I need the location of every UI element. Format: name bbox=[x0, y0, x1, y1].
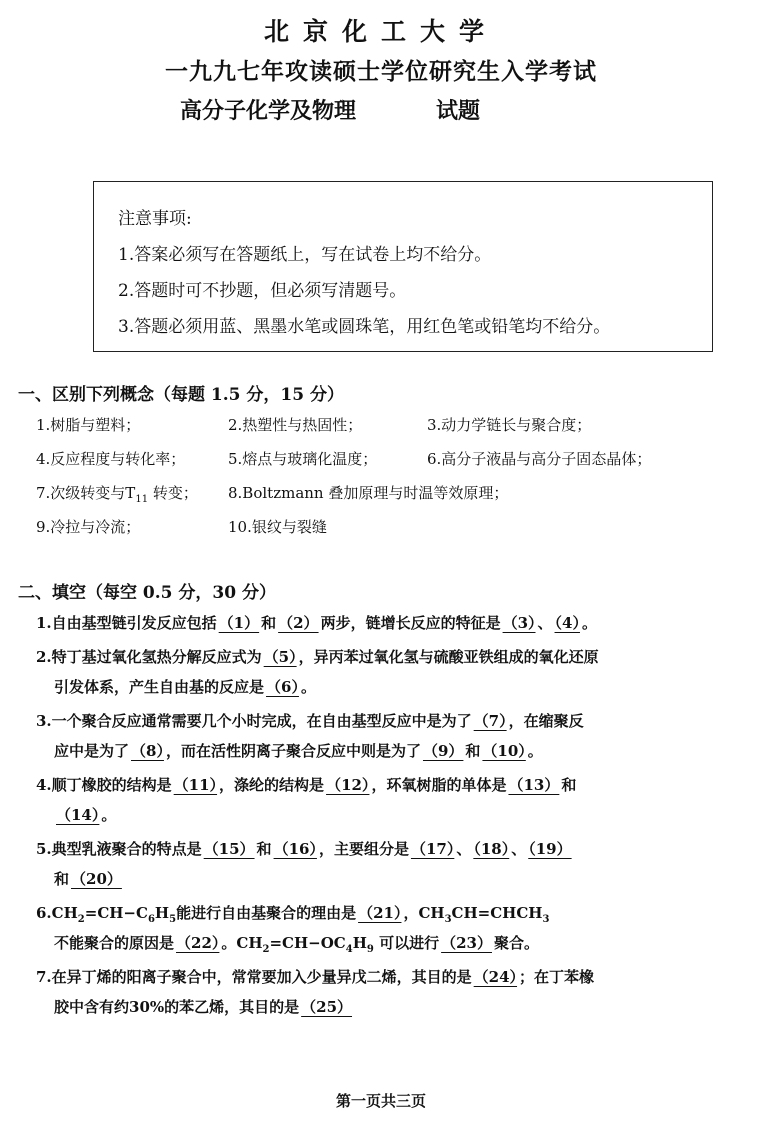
concept-item: 2.热塑性与热固性； bbox=[228, 416, 363, 434]
blank: （25） bbox=[301, 998, 353, 1016]
question-4: 4.顺丁橡胶的结构是 （11） ，涤纶的结构是 （12） ，环氧树脂的单体是 （13） 和 bbox=[36, 776, 577, 794]
blank: （20） bbox=[71, 870, 122, 888]
notice-item: 3.答题必须用蓝、黑墨水笔或圆珠笔，用红色笔或铅笔均不给分。 bbox=[118, 317, 611, 337]
blank: （18） bbox=[473, 840, 510, 858]
question-4-cont: （14） 。 bbox=[56, 806, 117, 824]
question-3-cont: 应中是为了 （8） ，而在活性阴离子聚合反应中则是为了 （9） 和 （10） 。 bbox=[54, 742, 543, 760]
question-1: 1.自由基型链引发反应包括 （1） 和 （2） 两步，链增长反应的特征是 （3） 、 （4） 。 bbox=[36, 614, 597, 632]
section2-title: 二、填空（每空 0.5 分，30 分） bbox=[18, 583, 276, 603]
concept-item: 4.反应程度与转化率； bbox=[36, 450, 186, 468]
notice-item: 1.答案必须写在答题纸上，写在试卷上均不给分。 bbox=[118, 245, 492, 265]
blank: （16） bbox=[273, 840, 317, 858]
question-5: 5.典型乳液聚合的特点是 （15） 和 （16） ，主要组分是 （17） 、 （18） 、 （19） bbox=[36, 840, 572, 858]
question-5-cont: 和 （20） bbox=[54, 870, 122, 888]
section1-title: 一、区别下列概念（每题 1.5 分，15 分） bbox=[18, 385, 344, 405]
concept-item: 3.动力学链长与聚合度； bbox=[427, 416, 592, 434]
blank: （9） bbox=[422, 742, 464, 760]
question-2: 2.特丁基过氧化氢热分解反应式为 （5） ，异丙苯过氧化氢与硫酸亚铁组成的氧化还原 bbox=[36, 648, 599, 666]
concept-item: 5.熔点与玻璃化温度； bbox=[228, 450, 378, 468]
exam-title: 一九九七年攻读硕士学位研究生入学考试 bbox=[165, 58, 597, 85]
blank: （2） bbox=[278, 614, 319, 632]
blank: （6） bbox=[266, 678, 299, 696]
concept-item: 10.银纹与裂缝 bbox=[228, 518, 327, 536]
concept-item: 7.次级转变与$T_{11}$ 转变； bbox=[36, 484, 198, 505]
blank: （7） bbox=[473, 712, 507, 730]
blank: （1） bbox=[218, 614, 260, 632]
blank: （19） bbox=[528, 840, 572, 858]
notice-title: 注意事项: bbox=[118, 209, 192, 229]
notice-box bbox=[93, 181, 713, 352]
blank: （3） bbox=[502, 614, 536, 632]
question-6-cont: 不能聚合的原因是 （22） 。$CH_2=CH-OC_4H_9$ 可以进行 （23） 聚合。 bbox=[54, 934, 539, 955]
subject-title: 高分子化学及物理 bbox=[180, 98, 357, 124]
concept-item: 1.树脂与塑料； bbox=[36, 416, 141, 434]
blank: （11） bbox=[173, 776, 218, 794]
concept-item: 6.高分子液晶与高分子固态晶体； bbox=[427, 450, 652, 468]
paper-label: 试题 bbox=[436, 98, 481, 124]
blank: （23） bbox=[441, 934, 492, 952]
blank: （12） bbox=[326, 776, 370, 794]
question-3: 3.一个聚合反应通常需要几个小时完成，在自由基型反应中是为了 （7） ，在缩聚反 bbox=[36, 712, 584, 730]
university-title: 北京化工大学 bbox=[263, 17, 498, 46]
notice-item: 2.答题时可不抄题，但必须写清题号。 bbox=[118, 281, 407, 301]
blank: （13） bbox=[508, 776, 560, 794]
blank: （24） bbox=[473, 968, 518, 986]
blank: （4） bbox=[554, 614, 580, 632]
concept-item: 8.Boltzmann 叠加原理与时温等效原理； bbox=[228, 484, 509, 502]
blank: （5） bbox=[263, 648, 297, 666]
concept-item: 9.冷拉与冷流； bbox=[36, 518, 141, 536]
blank: （22） bbox=[176, 934, 220, 952]
question-6: $6.CH_2=CH-C_6H_5$能进行自由基聚合的理由是 （21） ，$CH_3CH=CHCH_3$ bbox=[36, 904, 550, 925]
question-7-cont: 胶中含有约30%的苯乙烯，其目的是 （25） bbox=[54, 998, 353, 1016]
question-2-cont: 引发体系，产生自由基的反应是 （6） 。 bbox=[54, 678, 316, 696]
blank: （17） bbox=[410, 840, 455, 858]
blank: （14） bbox=[56, 806, 100, 824]
blank: （8） bbox=[131, 742, 164, 760]
blank: （21） bbox=[358, 904, 402, 922]
blank: （10） bbox=[482, 742, 526, 760]
blank: （15） bbox=[203, 840, 255, 858]
page-footer: 第一页共三页 bbox=[335, 1092, 426, 1110]
question-7: 7.在异丁烯的阳离子聚合中，常常要加入少量异戊二烯，其目的是 （24） ；在丁苯橡 bbox=[36, 968, 595, 986]
